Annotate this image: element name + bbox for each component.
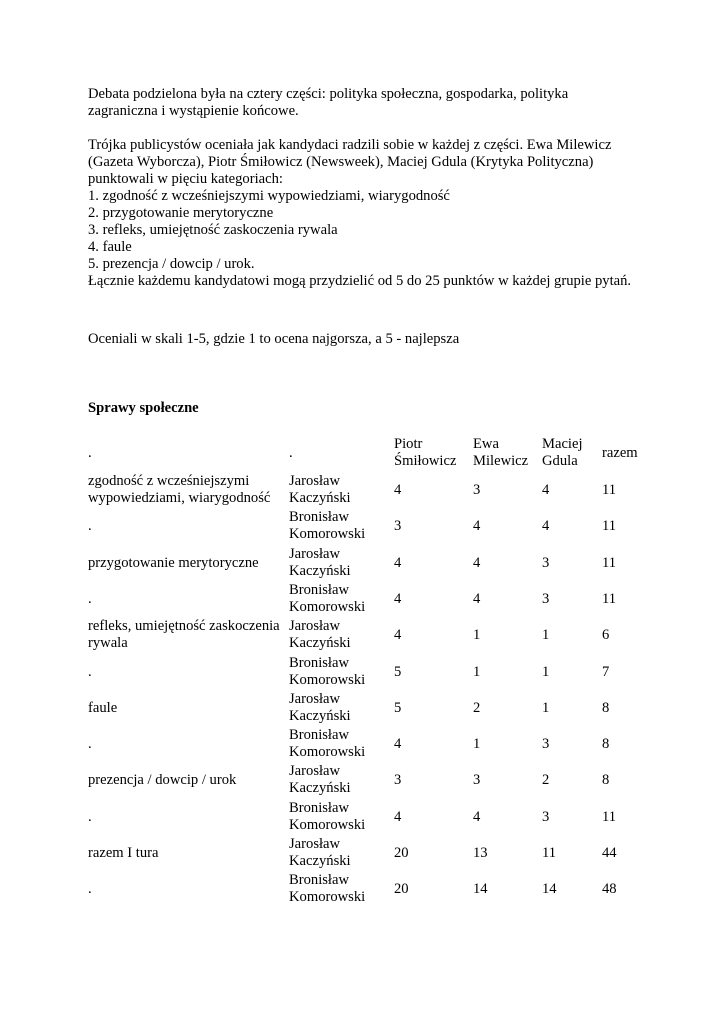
- score-razem: 11: [602, 808, 617, 825]
- header-cell: .: [289, 445, 293, 461]
- category-cell: [88, 473, 284, 507]
- candidate-line: Kaczyński: [289, 780, 351, 797]
- candidate-line: Bronisław: [289, 799, 349, 816]
- score-milewicz: 4: [473, 554, 481, 571]
- score-gdula: 4: [542, 518, 550, 535]
- score-smilowicz: 4: [394, 482, 402, 498]
- header-smilowicz: [394, 436, 456, 470]
- score-razem: 48: [602, 881, 617, 898]
- list-item: 5. prezencja / dowcip / urok.: [88, 256, 255, 272]
- score-milewicz: 4: [473, 590, 481, 607]
- score-milewicz: 2: [473, 699, 481, 716]
- category-cell: [88, 591, 284, 608]
- category-cell: [88, 809, 284, 826]
- text-line: punktowali w pięciu kategoriach:: [88, 171, 283, 187]
- candidate-line: Komorowski: [289, 816, 366, 833]
- candidate-cell: [289, 618, 389, 652]
- candidate-line: Bronisław: [289, 581, 349, 598]
- candidate-cell: [289, 800, 389, 834]
- text-line: Trójka publicystów oceniała jak kandydaci radzili sobie w każdej z części. Ewa Milewicz: [88, 137, 612, 153]
- score-smilowicz: 3: [394, 772, 402, 789]
- score-milewicz: 1: [473, 663, 481, 680]
- score-razem: 8: [602, 699, 610, 716]
- category-cell: [88, 881, 284, 898]
- category-line: .: [88, 736, 92, 753]
- score-gdula: 1: [542, 627, 550, 644]
- candidate-line: Bronisław: [289, 654, 349, 671]
- category-line: faule: [88, 699, 118, 716]
- candidate-line: Jarosław: [289, 836, 341, 852]
- category-cell: [88, 772, 284, 789]
- list-item: 1. zgodność z wcześniejszymi wypowiedziami, wiarygodność: [88, 188, 450, 204]
- intro-paragraph-1: [88, 86, 688, 120]
- score-razem: 11: [602, 518, 617, 535]
- category-line: rywala: [88, 635, 128, 652]
- category-line: .: [88, 518, 92, 535]
- candidate-line: Bronisław: [289, 727, 349, 744]
- category-cell: [88, 618, 284, 652]
- score-gdula: 14: [542, 881, 557, 898]
- score-razem: 8: [602, 772, 610, 789]
- candidate-cell: [289, 655, 389, 689]
- category-line: wypowiedziami, wiarygodność: [88, 490, 271, 506]
- category-cell: [88, 555, 284, 572]
- score-smilowicz: 3: [394, 518, 402, 535]
- candidate-line: Bronisław: [289, 509, 349, 526]
- document-body: [88, 86, 688, 417]
- category-line: .: [88, 808, 92, 825]
- text-line: Debata podzielona była na cztery części: polityka społeczna, gospodarka, polityka: [88, 86, 569, 102]
- category-line: .: [88, 663, 92, 680]
- text-line: zagraniczna i wystąpienie końcowe.: [88, 103, 299, 119]
- candidate-line: Jarosław: [289, 545, 341, 562]
- score-smilowicz: 20: [394, 881, 409, 898]
- candidate-line: Kaczyński: [289, 635, 351, 652]
- score-razem: 44: [602, 845, 617, 861]
- text-line: (Gazeta Wyborcza), Piotr Śmiłowicz (Newsweek), Maciej Gdula (Krytyka Polityczna): [88, 154, 594, 170]
- header-line: Ewa: [473, 436, 499, 452]
- score-smilowicz: 4: [394, 590, 402, 607]
- score-milewicz: 4: [473, 518, 481, 535]
- candidate-cell: [289, 763, 389, 797]
- score-milewicz: 14: [473, 881, 488, 898]
- header-line: Piotr: [394, 436, 423, 452]
- candidate-line: Komorowski: [289, 598, 366, 615]
- candidate-line: Komorowski: [289, 671, 366, 688]
- header-gdula: [542, 436, 583, 470]
- category-line: przygotowanie merytoryczne: [88, 554, 259, 571]
- candidate-line: Bronisław: [289, 872, 349, 889]
- candidate-cell: [289, 727, 389, 761]
- candidate-line: Kaczyński: [289, 707, 351, 724]
- category-line: razem I tura: [88, 845, 159, 861]
- list-item: 4. faule: [88, 239, 132, 255]
- category-line: zgodność z wcześniejszymi: [88, 473, 250, 489]
- header-line: Śmiłowicz: [394, 453, 457, 469]
- score-gdula: 3: [542, 736, 550, 753]
- score-razem: 6: [602, 627, 610, 644]
- header-razem: razem: [602, 445, 638, 461]
- intro-paragraph-2: [88, 137, 688, 290]
- category-cell: [88, 700, 284, 717]
- candidate-cell: [289, 473, 389, 507]
- score-gdula: 2: [542, 772, 550, 789]
- category-line: prezencja / dowcip / urok: [88, 772, 237, 789]
- header-line: Milewicz: [473, 453, 529, 469]
- candidate-cell: [289, 509, 389, 543]
- score-smilowicz: 5: [394, 699, 402, 716]
- score-gdula: 3: [542, 808, 550, 825]
- score-milewicz: 1: [473, 627, 481, 644]
- score-razem: 8: [602, 736, 610, 753]
- candidate-line: Jarosław: [289, 473, 341, 489]
- candidate-cell: [289, 836, 389, 870]
- score-razem: 11: [602, 482, 617, 498]
- score-gdula: 1: [542, 663, 550, 680]
- score-milewicz: 4: [473, 808, 481, 825]
- text-line: Łącznie każdemu kandydatowi mogą przydzielić od 5 do 25 punktów w każdej grupie pytań.: [88, 273, 632, 289]
- score-milewicz: 1: [473, 736, 481, 753]
- category-line: .: [88, 881, 92, 898]
- candidate-cell: [289, 546, 389, 580]
- score-gdula: 1: [542, 699, 550, 716]
- score-razem: 11: [602, 554, 617, 571]
- score-smilowicz: 5: [394, 663, 402, 680]
- candidate-line: Kaczyński: [289, 490, 351, 506]
- candidate-cell: [289, 691, 389, 725]
- candidate-line: Komorowski: [289, 889, 366, 906]
- category-cell: [88, 845, 284, 862]
- candidate-line: Komorowski: [289, 526, 366, 543]
- header-line: Maciej: [542, 436, 583, 452]
- list-item: 2. przygotowanie merytoryczne: [88, 205, 274, 221]
- score-milewicz: 3: [473, 772, 481, 789]
- candidate-line: Jarosław: [289, 763, 341, 780]
- candidate-cell: [289, 582, 389, 616]
- category-line: .: [88, 590, 92, 607]
- header-milewicz: [473, 436, 528, 470]
- score-gdula: 11: [542, 845, 557, 861]
- candidate-line: Komorowski: [289, 744, 366, 761]
- section-heading: Sprawy społeczne: [88, 400, 199, 416]
- candidate-line: Jarosław: [289, 618, 341, 635]
- score-milewicz: 13: [473, 845, 488, 861]
- category-cell: [88, 664, 284, 681]
- score-gdula: 3: [542, 554, 550, 571]
- score-smilowicz: 4: [394, 736, 402, 753]
- header-cell: .: [88, 445, 92, 461]
- score-smilowicz: 4: [394, 808, 402, 825]
- candidate-line: Kaczyński: [289, 853, 351, 869]
- category-cell: [88, 518, 284, 535]
- score-smilowicz: 20: [394, 845, 409, 861]
- candidate-line: Jarosław: [289, 690, 341, 707]
- category-line: refleks, umiejętność zaskoczenia: [88, 618, 280, 635]
- list-item: 3. refleks, umiejętność zaskoczenia rywala: [88, 222, 338, 238]
- candidate-line: Kaczyński: [289, 562, 351, 579]
- score-gdula: 4: [542, 482, 550, 498]
- header-line: Gdula: [542, 453, 578, 469]
- score-razem: 7: [602, 663, 610, 680]
- score-smilowicz: 4: [394, 627, 402, 644]
- scale-description: Oceniali w skali 1-5, gdzie 1 to ocena najgorsza, a 5 - najlepsza: [88, 331, 460, 347]
- score-razem: 11: [602, 590, 617, 607]
- score-milewicz: 3: [473, 482, 481, 498]
- category-cell: [88, 736, 284, 753]
- score-gdula: 3: [542, 590, 550, 607]
- candidate-cell: [289, 872, 389, 906]
- score-smilowicz: 4: [394, 554, 402, 571]
